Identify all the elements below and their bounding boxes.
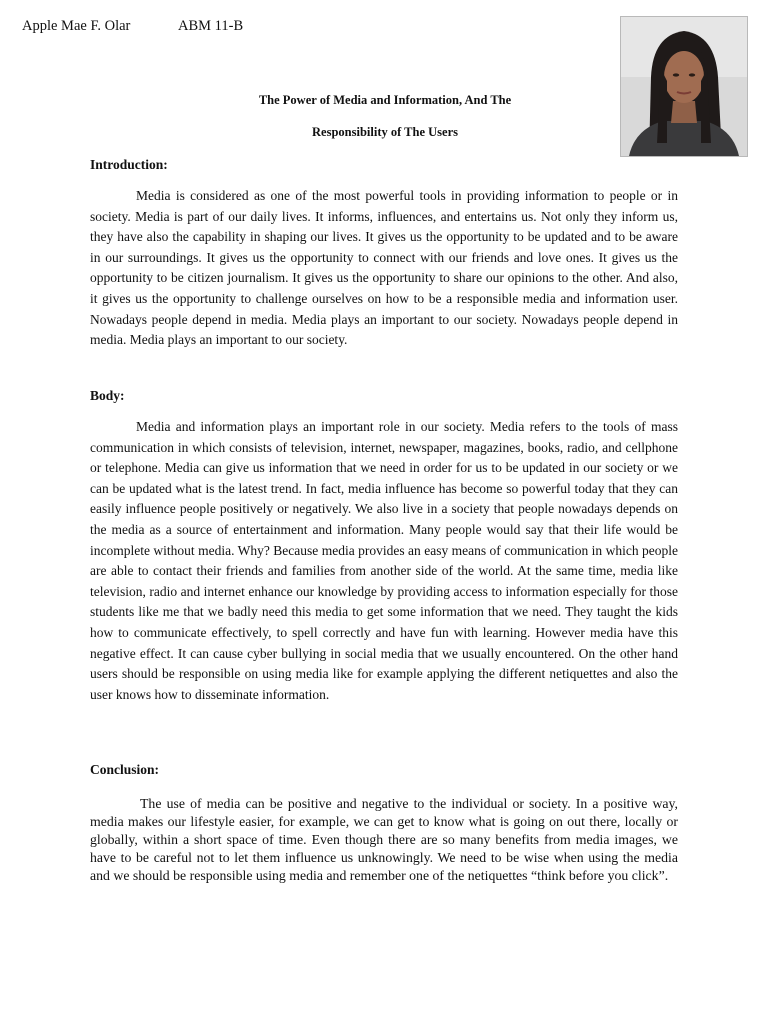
body-heading: Body: [90, 388, 125, 403]
introduction-paragraph: Media is considered as one of the most powerful tools in providing information to people or in society. Media is part of our daily lives. It informs, influences, and entertains us. Not only they inform us, they have also the capability in shaping our lives. It gives us the opportunity to be updated and to be aware in our surroundings. It gives us the opportunity to connect with our friends and love ones. It gives us the opportunity to be citizen journalism. It gives us the opportunity to share our opinions to the other. And also, it gives us the opportunity to challenge ourselves on how to be a responsible media and information user. Nowadays people depend in media. Media plays an important to our society. Nowadays people depend in media. Media plays an important to our society. [90, 188, 678, 348]
document-title-line-2: Responsibility of The Users [312, 125, 458, 139]
conclusion-paragraph: The use of media can be positive and negative to the individual or society. In a positive way, media makes our lifestyle easier, for example, we can get to know what is going on out there, locally or globally, within a short space of time. Even though there are so many benefits from media images, we have to be careful not to let them influence us unknowingly. We need to be wise when using the media and we should be responsible using media and remember one of the netiquettes “think before you click”. [90, 796, 678, 883]
conclusion-heading: Conclusion: [90, 762, 160, 777]
student-section: ABM 11-B [178, 18, 244, 34]
student-portrait-photo [620, 16, 748, 157]
student-name: Apple Mae F. Olar [22, 18, 131, 34]
body-paragraph: Media and information plays an important role in our society. Media refers to the tools of mass communication in which consists of television, internet, newspaper, magazines, books, radio, and cellphone or telephone. Media can give us information that we need in order for us to be updated in our society or we can be updated what is the latest trend. In fact, media influence has become so powerful today that they can easily influence people positively or negatively. We also live in a society that people nowadays depends on the media as a source of entertainment and information. Many people would say that their life would be incomplete without media. Why? Because media provides an easy means of communication in which people are able to contact their friends and families from another side of the world. At the same time, media like television, radio and internet enhance our knowledge by providing access to information especially for those students like me that we badly need this media to get some information that we need. They taught the kids how to communicate effectively, to spell correctly and have fun with learning. However media have this negative effect. It can cause cyber bullying in social media that we usually encountered. On the other hand users should be responsible on using media like for example applying the different netiquettes and also the user knows how to disseminate information. [90, 419, 678, 702]
document-title-line-1: The Power of Media and Information, And The [258, 93, 512, 107]
portrait-image [621, 17, 747, 156]
introduction-heading: Introduction: [90, 157, 168, 172]
